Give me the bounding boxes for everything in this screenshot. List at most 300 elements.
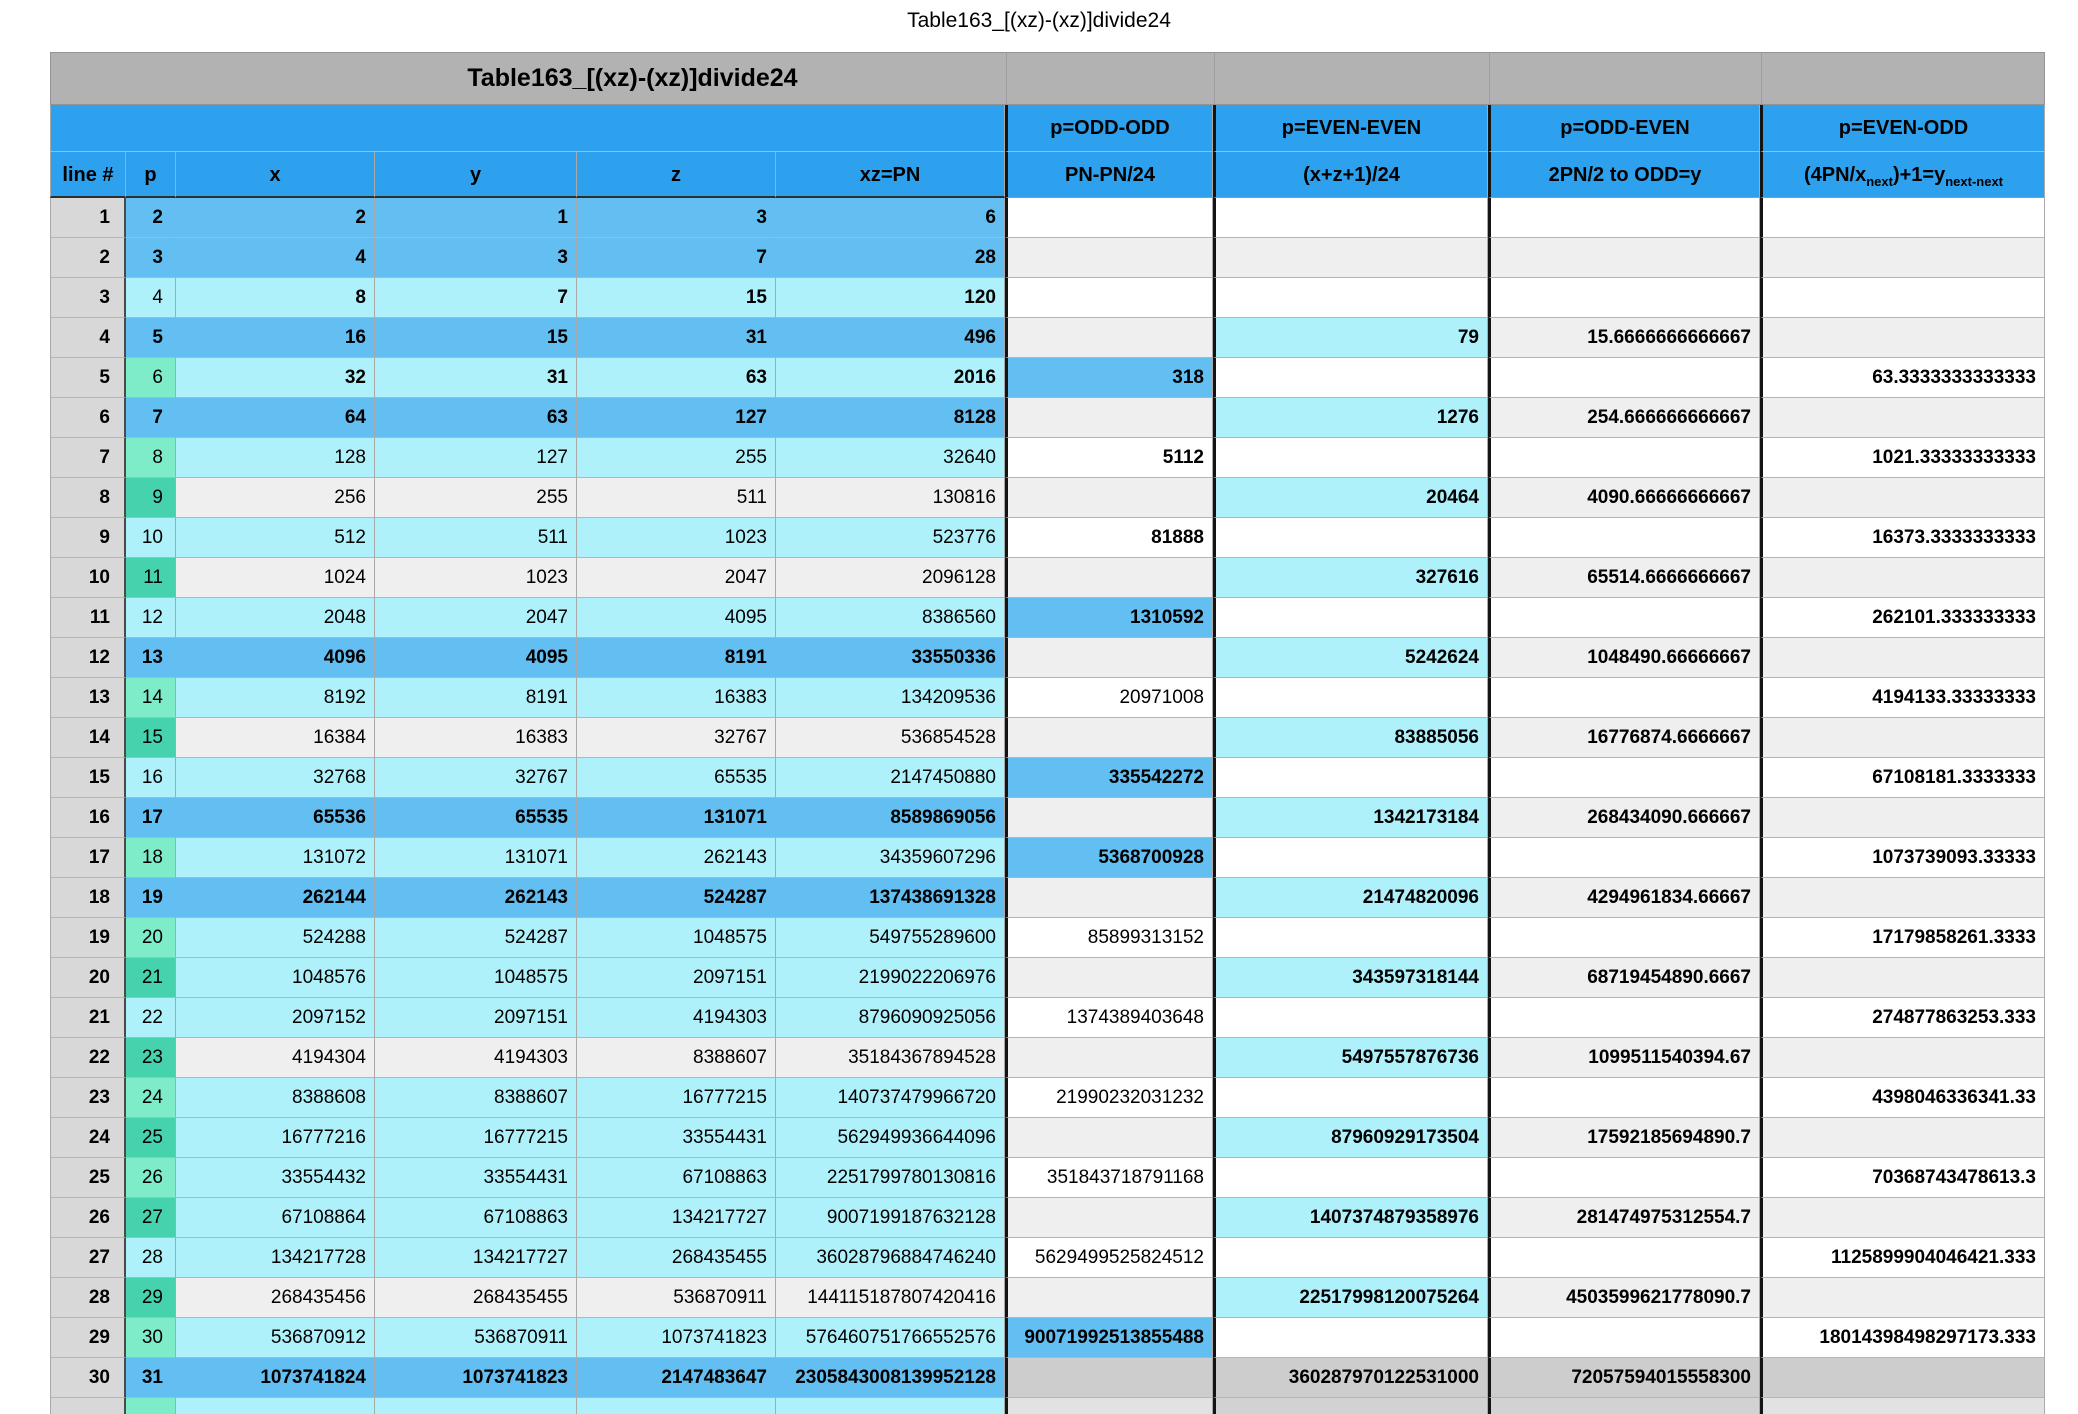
odd-even-cell[interactable]	[1488, 278, 1760, 318]
y-cell[interactable]: 16777215	[375, 1118, 577, 1158]
even-odd-cell[interactable]	[1760, 878, 2045, 918]
p-cell[interactable]: 4	[126, 278, 176, 318]
even-odd-cell[interactable]: 4194133.33333333	[1760, 678, 2045, 718]
z-cell[interactable]: 1048575	[577, 918, 776, 958]
z-cell[interactable]: 16383	[577, 678, 776, 718]
odd-odd-cell[interactable]: 351843718791168	[1005, 1158, 1213, 1198]
line-number-cell[interactable]: 19	[50, 918, 126, 958]
even-odd-cell[interactable]: 274877863253.333	[1760, 998, 2045, 1038]
odd-even-cell[interactable]: 72057594015558300	[1488, 1358, 1760, 1398]
odd-odd-cell[interactable]: 85899313152	[1005, 918, 1213, 958]
odd-even-cell[interactable]	[1488, 438, 1760, 478]
x-cell[interactable]: 4	[176, 238, 375, 278]
odd-odd-cell[interactable]: 335542272	[1005, 758, 1213, 798]
even-even-cell[interactable]: 343597318144	[1213, 958, 1488, 998]
x-cell[interactable]: 536870912	[176, 1318, 375, 1358]
y-cell[interactable]: 8388607	[375, 1078, 577, 1118]
y-cell[interactable]: 262143	[375, 878, 577, 918]
even-even-cell[interactable]: 83885056	[1213, 718, 1488, 758]
z-cell[interactable]: 4095	[577, 598, 776, 638]
col-header-pn[interactable]: xz=PN	[776, 152, 1005, 198]
even-even-cell[interactable]	[1213, 838, 1488, 878]
y-cell[interactable]: 3	[375, 238, 577, 278]
odd-odd-cell[interactable]	[1005, 318, 1213, 358]
y-cell[interactable]: 8191	[375, 678, 577, 718]
even-odd-cell[interactable]	[1760, 638, 2045, 678]
even-even-cell[interactable]: 5242624	[1213, 638, 1488, 678]
z-cell[interactable]: 134217727	[577, 1198, 776, 1238]
pn-cell[interactable]: 496	[776, 318, 1005, 358]
even-even-cell[interactable]	[1213, 358, 1488, 398]
y-cell[interactable]: 63	[375, 398, 577, 438]
odd-odd-cell[interactable]: 5368700928	[1005, 838, 1213, 878]
line-number-cell[interactable]: 25	[50, 1158, 126, 1198]
col-header-oo[interactable]: PN-PN/24	[1005, 152, 1213, 198]
y-cell[interactable]: 4095	[375, 638, 577, 678]
x-cell[interactable]: 512	[176, 518, 375, 558]
x-cell[interactable]: 1073741824	[176, 1358, 375, 1398]
odd-even-cell[interactable]: 4294961834.66667	[1488, 878, 1760, 918]
col-header-x[interactable]: x	[176, 152, 375, 198]
even-even-cell[interactable]	[1213, 918, 1488, 958]
col-header-line[interactable]: line #	[50, 152, 126, 198]
even-odd-cell[interactable]	[1760, 478, 2045, 518]
line-number-cell[interactable]: 27	[50, 1238, 126, 1278]
even-even-cell[interactable]	[1213, 518, 1488, 558]
x-cell[interactable]: 8192	[176, 678, 375, 718]
y-cell[interactable]: 511	[375, 518, 577, 558]
x-cell[interactable]: 1024	[176, 558, 375, 598]
x-cell[interactable]: 524288	[176, 918, 375, 958]
p-cell[interactable]: 18	[126, 838, 176, 878]
even-odd-cell[interactable]	[1760, 198, 2045, 238]
z-cell[interactable]: 32767	[577, 718, 776, 758]
even-even-cell[interactable]	[1213, 1158, 1488, 1198]
line-number-cell[interactable]: 4	[50, 318, 126, 358]
odd-even-cell[interactable]	[1488, 1158, 1760, 1198]
even-odd-cell[interactable]	[1760, 558, 2045, 598]
line-number-cell[interactable]: 15	[50, 758, 126, 798]
z-cell[interactable]: 511	[577, 478, 776, 518]
x-cell[interactable]: 32	[176, 358, 375, 398]
line-number-cell[interactable]: 10	[50, 558, 126, 598]
odd-odd-cell[interactable]	[1005, 238, 1213, 278]
p-cell[interactable]: 29	[126, 1278, 176, 1318]
odd-even-cell[interactable]	[1488, 918, 1760, 958]
p-cell[interactable]: 22	[126, 998, 176, 1038]
pn-cell[interactable]: 2096128	[776, 558, 1005, 598]
odd-odd-cell[interactable]	[1005, 718, 1213, 758]
p-cell[interactable]: 11	[126, 558, 176, 598]
even-even-cell[interactable]: 1342173184	[1213, 798, 1488, 838]
pn-cell[interactable]: 549755289600	[776, 918, 1005, 958]
x-cell[interactable]: 134217728	[176, 1238, 375, 1278]
odd-odd-cell[interactable]: 1374389403648	[1005, 998, 1213, 1038]
odd-even-cell[interactable]: 281474975312554.7	[1488, 1198, 1760, 1238]
odd-even-cell[interactable]: 4090.66666666667	[1488, 478, 1760, 518]
y-cell[interactable]: 7	[375, 278, 577, 318]
pn-cell[interactable]: 144115187807420416	[776, 1278, 1005, 1318]
odd-even-cell[interactable]	[1488, 758, 1760, 798]
y-cell[interactable]: 255	[375, 478, 577, 518]
p-cell[interactable]: 25	[126, 1118, 176, 1158]
p-cell[interactable]: 15	[126, 718, 176, 758]
odd-even-cell[interactable]	[1488, 1238, 1760, 1278]
y-cell[interactable]: 1	[375, 198, 577, 238]
p-cell[interactable]: 16	[126, 758, 176, 798]
pn-cell[interactable]: 8128	[776, 398, 1005, 438]
line-number-cell[interactable]: 12	[50, 638, 126, 678]
odd-odd-cell[interactable]: 90071992513855488	[1005, 1318, 1213, 1358]
even-even-cell[interactable]	[1213, 438, 1488, 478]
z-cell[interactable]: 7	[577, 238, 776, 278]
x-cell[interactable]: 16384	[176, 718, 375, 758]
pn-cell[interactable]: 2305843008139952128	[776, 1358, 1005, 1398]
even-even-cell[interactable]: 22517998120075264	[1213, 1278, 1488, 1318]
x-cell[interactable]: 128	[176, 438, 375, 478]
z-cell[interactable]: 15	[577, 278, 776, 318]
x-cell[interactable]: 64	[176, 398, 375, 438]
p-cell[interactable]: 24	[126, 1078, 176, 1118]
x-cell[interactable]: 256	[176, 478, 375, 518]
line-number-cell[interactable]: 28	[50, 1278, 126, 1318]
even-odd-cell[interactable]	[1760, 798, 2045, 838]
p-cell[interactable]: 30	[126, 1318, 176, 1358]
line-number-cell[interactable]: 8	[50, 478, 126, 518]
pn-cell[interactable]: 137438691328	[776, 878, 1005, 918]
odd-odd-cell[interactable]	[1005, 1038, 1213, 1078]
y-cell[interactable]: 127	[375, 438, 577, 478]
p-cell[interactable]: 27	[126, 1198, 176, 1238]
p-cell[interactable]: 13	[126, 638, 176, 678]
odd-even-cell[interactable]	[1488, 198, 1760, 238]
even-even-cell[interactable]: 5497557876736	[1213, 1038, 1488, 1078]
z-cell[interactable]: 524287	[577, 878, 776, 918]
even-even-cell[interactable]	[1213, 758, 1488, 798]
line-number-cell[interactable]: 17	[50, 838, 126, 878]
line-number-cell[interactable]: 2	[50, 238, 126, 278]
pn-cell[interactable]: 562949936644096	[776, 1118, 1005, 1158]
p-cell[interactable]: 20	[126, 918, 176, 958]
col-header-oe[interactable]: 2PN/2 to ODD=y	[1488, 152, 1760, 198]
pn-cell[interactable]: 140737479966720	[776, 1078, 1005, 1118]
line-number-cell[interactable]: 11	[50, 598, 126, 638]
z-cell[interactable]	[577, 1398, 776, 1414]
pn-cell[interactable]: 523776	[776, 518, 1005, 558]
group-header-odd-even[interactable]: p=ODD-EVEN	[1488, 105, 1760, 152]
odd-even-cell[interactable]	[1488, 358, 1760, 398]
even-odd-cell[interactable]	[1760, 1398, 2045, 1414]
even-even-cell[interactable]: 1276	[1213, 398, 1488, 438]
p-cell[interactable]: 6	[126, 358, 176, 398]
y-cell[interactable]	[375, 1398, 577, 1414]
x-cell[interactable]: 131072	[176, 838, 375, 878]
y-cell[interactable]: 2097151	[375, 998, 577, 1038]
even-odd-cell[interactable]	[1760, 398, 2045, 438]
odd-even-cell[interactable]: 4503599621778090.7	[1488, 1278, 1760, 1318]
odd-odd-cell[interactable]: 20971008	[1005, 678, 1213, 718]
odd-odd-cell[interactable]	[1005, 478, 1213, 518]
x-cell[interactable]: 67108864	[176, 1198, 375, 1238]
even-even-cell[interactable]	[1213, 1318, 1488, 1358]
z-cell[interactable]: 536870911	[577, 1278, 776, 1318]
odd-even-cell[interactable]	[1488, 598, 1760, 638]
z-cell[interactable]: 2047	[577, 558, 776, 598]
even-even-cell[interactable]	[1213, 998, 1488, 1038]
y-cell[interactable]: 33554431	[375, 1158, 577, 1198]
line-number-cell[interactable]: 14	[50, 718, 126, 758]
pn-cell[interactable]: 28	[776, 238, 1005, 278]
x-cell[interactable]: 8388608	[176, 1078, 375, 1118]
y-cell[interactable]: 32767	[375, 758, 577, 798]
odd-odd-cell[interactable]: 81888	[1005, 518, 1213, 558]
even-even-cell[interactable]	[1213, 598, 1488, 638]
odd-even-cell[interactable]	[1488, 238, 1760, 278]
z-cell[interactable]: 255	[577, 438, 776, 478]
p-cell[interactable]: 21	[126, 958, 176, 998]
y-cell[interactable]: 2047	[375, 598, 577, 638]
odd-even-cell[interactable]	[1488, 678, 1760, 718]
line-number-cell[interactable]: 23	[50, 1078, 126, 1118]
y-cell[interactable]: 536870911	[375, 1318, 577, 1358]
x-cell[interactable]: 33554432	[176, 1158, 375, 1198]
z-cell[interactable]: 3	[577, 198, 776, 238]
p-cell[interactable]: 3	[126, 238, 176, 278]
odd-odd-cell[interactable]	[1005, 1278, 1213, 1318]
odd-even-cell[interactable]: 15.6666666666667	[1488, 318, 1760, 358]
p-cell[interactable]: 8	[126, 438, 176, 478]
y-cell[interactable]: 1023	[375, 558, 577, 598]
z-cell[interactable]: 131071	[577, 798, 776, 838]
even-odd-cell[interactable]	[1760, 1038, 2045, 1078]
odd-even-cell[interactable]	[1488, 1318, 1760, 1358]
line-number-cell[interactable]: 24	[50, 1118, 126, 1158]
p-cell[interactable]: 2	[126, 198, 176, 238]
even-odd-cell[interactable]	[1760, 1198, 2045, 1238]
z-cell[interactable]: 127	[577, 398, 776, 438]
x-cell[interactable]: 16777216	[176, 1118, 375, 1158]
p-cell[interactable]: 7	[126, 398, 176, 438]
even-odd-cell[interactable]: 1125899904046421.333	[1760, 1238, 2045, 1278]
odd-odd-cell[interactable]	[1005, 398, 1213, 438]
pn-cell[interactable]: 536854528	[776, 718, 1005, 758]
z-cell[interactable]: 33554431	[577, 1118, 776, 1158]
odd-odd-cell[interactable]	[1005, 278, 1213, 318]
p-cell[interactable]: 23	[126, 1038, 176, 1078]
z-cell[interactable]: 8191	[577, 638, 776, 678]
odd-odd-cell[interactable]	[1005, 1118, 1213, 1158]
p-cell[interactable]: 17	[126, 798, 176, 838]
odd-odd-cell[interactable]: 318	[1005, 358, 1213, 398]
odd-even-cell[interactable]: 1099511540394.67	[1488, 1038, 1760, 1078]
even-odd-cell[interactable]: 67108181.3333333	[1760, 758, 2045, 798]
p-cell[interactable]: 12	[126, 598, 176, 638]
col-header-ee[interactable]: (x+z+1)/24	[1213, 152, 1488, 198]
x-cell[interactable]: 2	[176, 198, 375, 238]
pn-cell[interactable]: 8796090925056	[776, 998, 1005, 1038]
odd-even-cell[interactable]: 1048490.66666667	[1488, 638, 1760, 678]
z-cell[interactable]: 1073741823	[577, 1318, 776, 1358]
even-odd-cell[interactable]: 70368743478613.3	[1760, 1158, 2045, 1198]
pn-cell[interactable]: 35184367894528	[776, 1038, 1005, 1078]
odd-even-cell[interactable]: 268434090.666667	[1488, 798, 1760, 838]
odd-odd-cell[interactable]: 21990232031232	[1005, 1078, 1213, 1118]
y-cell[interactable]: 134217727	[375, 1238, 577, 1278]
odd-even-cell[interactable]: 17592185694890.7	[1488, 1118, 1760, 1158]
x-cell[interactable]: 1048576	[176, 958, 375, 998]
even-odd-cell[interactable]: 262101.333333333	[1760, 598, 2045, 638]
z-cell[interactable]: 8388607	[577, 1038, 776, 1078]
odd-odd-cell[interactable]	[1005, 798, 1213, 838]
even-odd-cell[interactable]	[1760, 958, 2045, 998]
pn-cell[interactable]: 2199022206976	[776, 958, 1005, 998]
line-number-cell[interactable]: 21	[50, 998, 126, 1038]
line-number-cell[interactable]: 7	[50, 438, 126, 478]
even-odd-cell[interactable]: 18014398498297173.333	[1760, 1318, 2045, 1358]
line-number-cell[interactable]: 16	[50, 798, 126, 838]
z-cell[interactable]: 1023	[577, 518, 776, 558]
pn-cell[interactable]: 6	[776, 198, 1005, 238]
even-even-cell[interactable]: 87960929173504	[1213, 1118, 1488, 1158]
group-header-odd-odd[interactable]: p=ODD-ODD	[1005, 105, 1213, 152]
pn-cell[interactable]: 32640	[776, 438, 1005, 478]
x-cell[interactable]: 32768	[176, 758, 375, 798]
odd-odd-cell[interactable]	[1005, 198, 1213, 238]
even-even-cell[interactable]	[1213, 1238, 1488, 1278]
y-cell[interactable]: 268435455	[375, 1278, 577, 1318]
x-cell[interactable]: 65536	[176, 798, 375, 838]
even-even-cell[interactable]	[1213, 678, 1488, 718]
y-cell[interactable]: 524287	[375, 918, 577, 958]
line-number-cell[interactable]: 9	[50, 518, 126, 558]
even-even-cell[interactable]: 21474820096	[1213, 878, 1488, 918]
odd-odd-cell[interactable]: 1310592	[1005, 598, 1213, 638]
p-cell[interactable]: 5	[126, 318, 176, 358]
x-cell[interactable]: 2097152	[176, 998, 375, 1038]
x-cell[interactable]	[176, 1398, 375, 1414]
z-cell[interactable]: 65535	[577, 758, 776, 798]
even-even-cell[interactable]	[1213, 1078, 1488, 1118]
odd-odd-cell[interactable]: 5112	[1005, 438, 1213, 478]
pn-cell[interactable]: 8386560	[776, 598, 1005, 638]
even-even-cell[interactable]: 20464	[1213, 478, 1488, 518]
line-number-cell[interactable]: 1	[50, 198, 126, 238]
z-cell[interactable]: 63	[577, 358, 776, 398]
col-header-y[interactable]: y	[375, 152, 577, 198]
x-cell[interactable]: 8	[176, 278, 375, 318]
pn-cell[interactable]: 130816	[776, 478, 1005, 518]
even-odd-cell[interactable]	[1760, 1118, 2045, 1158]
even-even-cell[interactable]	[1213, 238, 1488, 278]
pn-cell[interactable]: 8589869056	[776, 798, 1005, 838]
x-cell[interactable]: 2048	[176, 598, 375, 638]
pn-cell[interactable]: 33550336	[776, 638, 1005, 678]
y-cell[interactable]: 131071	[375, 838, 577, 878]
y-cell[interactable]: 31	[375, 358, 577, 398]
line-number-cell[interactable]: 29	[50, 1318, 126, 1358]
x-cell[interactable]: 16	[176, 318, 375, 358]
line-number-cell[interactable]	[50, 1398, 126, 1414]
odd-odd-cell[interactable]	[1005, 1358, 1213, 1398]
y-cell[interactable]: 16383	[375, 718, 577, 758]
group-header-even-even[interactable]: p=EVEN-EVEN	[1213, 105, 1488, 152]
even-odd-cell[interactable]	[1760, 278, 2045, 318]
pn-cell[interactable]: 120	[776, 278, 1005, 318]
even-even-cell[interactable]	[1213, 1398, 1488, 1414]
p-cell[interactable]: 31	[126, 1358, 176, 1398]
even-even-cell[interactable]: 79	[1213, 318, 1488, 358]
p-cell[interactable]: 19	[126, 878, 176, 918]
line-number-cell[interactable]: 18	[50, 878, 126, 918]
y-cell[interactable]: 1048575	[375, 958, 577, 998]
pn-cell[interactable]: 2016	[776, 358, 1005, 398]
group-header-even-odd[interactable]: p=EVEN-ODD	[1760, 105, 2045, 152]
even-odd-cell[interactable]	[1760, 1358, 2045, 1398]
even-even-cell[interactable]: 327616	[1213, 558, 1488, 598]
y-cell[interactable]: 1073741823	[375, 1358, 577, 1398]
col-header-z[interactable]: z	[577, 152, 776, 198]
odd-even-cell[interactable]: 16776874.6666667	[1488, 718, 1760, 758]
col-header-eo[interactable]: $(4PN/x_{next})+1=y_{next-next}$	[1760, 152, 2045, 198]
p-cell[interactable]: 10	[126, 518, 176, 558]
line-number-cell[interactable]: 26	[50, 1198, 126, 1238]
odd-even-cell[interactable]: 254.666666666667	[1488, 398, 1760, 438]
z-cell[interactable]: 268435455	[577, 1238, 776, 1278]
even-odd-cell[interactable]	[1760, 718, 2045, 758]
odd-odd-cell[interactable]	[1005, 1198, 1213, 1238]
line-number-cell[interactable]: 30	[50, 1358, 126, 1398]
odd-even-cell[interactable]: 68719454890.6667	[1488, 958, 1760, 998]
pn-cell[interactable]	[776, 1398, 1005, 1414]
y-cell[interactable]: 65535	[375, 798, 577, 838]
p-cell[interactable]: 26	[126, 1158, 176, 1198]
pn-cell[interactable]: 2147450880	[776, 758, 1005, 798]
p-cell[interactable]: 14	[126, 678, 176, 718]
even-odd-cell[interactable]	[1760, 1278, 2045, 1318]
z-cell[interactable]: 262143	[577, 838, 776, 878]
x-cell[interactable]: 4096	[176, 638, 375, 678]
odd-even-cell[interactable]	[1488, 1398, 1760, 1414]
even-even-cell[interactable]: 1407374879358976	[1213, 1198, 1488, 1238]
pn-cell[interactable]: 34359607296	[776, 838, 1005, 878]
y-cell[interactable]: 15	[375, 318, 577, 358]
line-number-cell[interactable]: 20	[50, 958, 126, 998]
odd-odd-cell[interactable]	[1005, 1398, 1213, 1414]
even-odd-cell[interactable]: 17179858261.3333	[1760, 918, 2045, 958]
odd-even-cell[interactable]	[1488, 1078, 1760, 1118]
odd-even-cell[interactable]	[1488, 518, 1760, 558]
p-cell[interactable]: 9	[126, 478, 176, 518]
line-number-cell[interactable]: 22	[50, 1038, 126, 1078]
z-cell[interactable]: 2147483647	[577, 1358, 776, 1398]
pn-cell[interactable]: 576460751766552576	[776, 1318, 1005, 1358]
odd-odd-cell[interactable]	[1005, 878, 1213, 918]
z-cell[interactable]: 16777215	[577, 1078, 776, 1118]
odd-odd-cell[interactable]	[1005, 638, 1213, 678]
y-cell[interactable]: 67108863	[375, 1198, 577, 1238]
pn-cell[interactable]: 36028796884746240	[776, 1238, 1005, 1278]
x-cell[interactable]: 268435456	[176, 1278, 375, 1318]
line-number-cell[interactable]: 5	[50, 358, 126, 398]
z-cell[interactable]: 4194303	[577, 998, 776, 1038]
line-number-cell[interactable]: 3	[50, 278, 126, 318]
even-even-cell[interactable]: 360287970122531000	[1213, 1358, 1488, 1398]
even-odd-cell[interactable]	[1760, 238, 2045, 278]
x-cell[interactable]: 4194304	[176, 1038, 375, 1078]
pn-cell[interactable]: 9007199187632128	[776, 1198, 1005, 1238]
even-odd-cell[interactable]: 16373.3333333333	[1760, 518, 2045, 558]
pn-cell[interactable]: 2251799780130816	[776, 1158, 1005, 1198]
